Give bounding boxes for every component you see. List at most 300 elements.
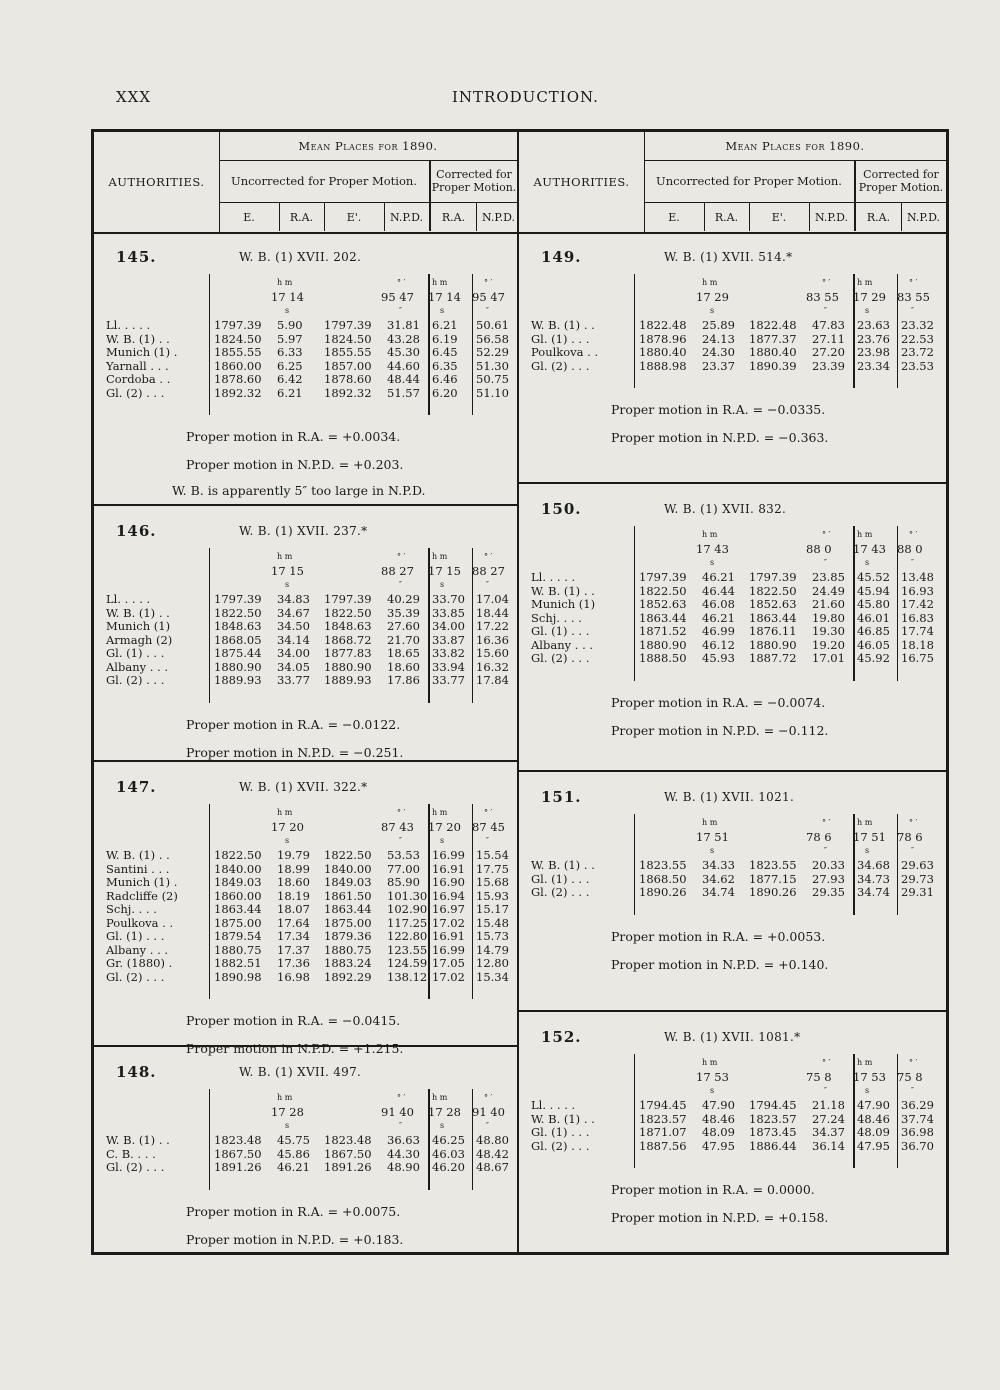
corrected-ra-seconds: 17.02 — [432, 969, 465, 984]
column-rule — [209, 548, 210, 703]
ra-seconds: 34.50 — [277, 619, 310, 633]
ra-seconds: 18.99 — [277, 861, 310, 876]
column-rule — [634, 1054, 635, 1168]
unit-s-corrected: s — [440, 1121, 445, 1130]
epoch-npd: 1849.03 — [324, 875, 372, 889]
proper-motion-ra: Proper motion in R.A. = −0.0335. — [611, 402, 826, 417]
unit-deg: ° ′ — [397, 1093, 406, 1102]
star-number: 148. — [116, 1063, 157, 1081]
corrected-npd-seconds: 16.32 — [476, 659, 509, 674]
unit-sec-corrected: ″ — [911, 1086, 914, 1095]
ra-base: 17 43 — [696, 542, 729, 556]
epoch-ra: 1863.44 — [214, 902, 262, 916]
epoch-npd: 1892.29 — [324, 969, 372, 984]
proper-motion-ra: Proper motion in R.A. = +0.0034. — [186, 429, 401, 444]
unit-deg: ° ′ — [822, 1058, 831, 1067]
corrected-ra-seconds: 46.25 — [432, 1133, 465, 1147]
column-header — [94, 132, 517, 234]
corrected-ra-base: 17 29 — [853, 290, 886, 304]
epoch-ra: 1890.98 — [214, 969, 262, 984]
npd-seconds: 17.01 — [812, 651, 845, 665]
authority-name: Albany . . . — [106, 942, 169, 957]
star-entry — [519, 484, 946, 772]
corrected-npd-seconds: 52.29 — [476, 345, 509, 359]
corrected-npd-seconds: 23.72 — [901, 345, 934, 359]
npd-seconds: 27.93 — [812, 871, 845, 886]
subheading-1: R.A. — [279, 203, 325, 231]
ra-seconds: 48.46 — [702, 1111, 735, 1126]
epoch-ra: 1878.60 — [214, 372, 262, 386]
authority-name: Santini . . . — [106, 861, 170, 876]
star-designation: W. B. (1) XVII. 322.* — [239, 780, 368, 794]
epoch-npd: 1823.55 — [749, 858, 797, 872]
epoch-ra: 1880.40 — [639, 345, 687, 359]
authority-name: Gl. (2) . . . — [106, 385, 165, 400]
corrected-ra-seconds: 46.01 — [857, 610, 890, 625]
epoch-npd: 1840.00 — [324, 861, 372, 876]
proper-motion-npd: Proper motion in N.P.D. = +0.183. — [186, 1231, 404, 1247]
ra-seconds: 34.05 — [277, 659, 310, 674]
observations-grid — [529, 1054, 939, 1178]
unit-deg: ° ′ — [397, 808, 406, 817]
corrected-ra-seconds: 46.03 — [432, 1146, 465, 1161]
corrected-npd-base: 75 8 — [897, 1070, 923, 1084]
epoch-ra: 1891.26 — [214, 1160, 262, 1174]
ra-seconds: 34.62 — [702, 871, 735, 886]
ra-seconds: 18.60 — [277, 875, 310, 889]
epoch-ra: 1822.50 — [639, 583, 687, 598]
corrected-ra-seconds: 6.35 — [432, 358, 458, 373]
authority-name: W. B. (1) . . — [106, 848, 170, 862]
unit-sec: ″ — [824, 846, 827, 855]
corrected-ra-seconds: 45.94 — [857, 583, 890, 598]
corrected-ra-seconds: 16.91 — [432, 861, 465, 876]
unit-deg-corrected: ° ′ — [909, 818, 918, 827]
ra-seconds: 46.21 — [277, 1160, 310, 1174]
authority-name: Gl. (2) . . . — [531, 651, 590, 665]
authority-name: W. B. (1) . . — [531, 858, 595, 872]
epoch-npd: 1877.37 — [749, 331, 797, 346]
npd-seconds: 53.53 — [387, 848, 420, 862]
unit-hm-corrected: h m — [857, 278, 873, 287]
unit-s: s — [710, 846, 715, 855]
epoch-ra: 1848.63 — [214, 619, 262, 633]
corrected-ra-seconds: 6.20 — [432, 385, 458, 400]
corrected-ra-base: 17 20 — [428, 820, 461, 834]
unit-sec-corrected: ″ — [486, 1121, 489, 1130]
column-rule — [634, 526, 635, 681]
unit-sec-corrected: ″ — [911, 846, 914, 855]
epoch-ra: 1879.54 — [214, 929, 262, 943]
authority-name: Poulkova . . — [106, 915, 174, 930]
unit-hm-corrected: h m — [432, 1093, 448, 1102]
epoch-ra: 1880.90 — [639, 637, 687, 652]
authority-name: Gl. (2) . . . — [106, 1160, 165, 1174]
epoch-npd: 1890.26 — [749, 885, 797, 899]
corrected-ra-seconds: 33.94 — [432, 659, 465, 674]
corrected-npd-seconds: 15.34 — [476, 969, 509, 984]
corrected-ra-seconds: 46.85 — [857, 624, 890, 638]
right-column — [519, 132, 946, 1252]
star-designation: W. B. (1) XVII. 497. — [239, 1065, 362, 1079]
epoch-ra: 1855.55 — [214, 345, 262, 359]
npd-seconds: 43.28 — [387, 331, 420, 346]
epoch-npd: 1876.11 — [749, 624, 797, 638]
corrected-npd-seconds: 15.93 — [476, 888, 509, 903]
proper-motion-ra: Proper motion in R.A. = −0.0122. — [186, 716, 401, 732]
unit-s: s — [285, 1121, 290, 1130]
epoch-npd: 1878.60 — [324, 372, 372, 386]
corrected-ra-seconds: 34.73 — [857, 871, 890, 886]
ra-base: 17 14 — [271, 290, 304, 304]
unit-sec: ″ — [399, 836, 402, 845]
npd-seconds: 36.14 — [812, 1138, 845, 1153]
unit-deg: ° ′ — [397, 552, 406, 561]
corrected-ra-base: 17 53 — [853, 1070, 886, 1084]
authority-name: Gl. (1) . . . — [531, 331, 590, 346]
corrected-ra-seconds: 45.80 — [857, 597, 890, 611]
ra-seconds: 24.13 — [702, 331, 735, 346]
authority-name: Ll. . . . . — [106, 592, 151, 606]
corrected-npd-seconds: 29.31 — [901, 885, 934, 899]
corrected-npd-seconds: 17.74 — [901, 624, 934, 638]
unit-hm: h m — [702, 818, 718, 827]
corrected-ra-seconds: 23.98 — [857, 345, 890, 359]
ra-seconds: 25.89 — [702, 318, 735, 332]
epoch-ra: 1880.90 — [214, 659, 262, 674]
ra-seconds: 16.98 — [277, 969, 310, 984]
corrected-ra-base: 17 14 — [428, 290, 461, 304]
entry-note: W. B. is apparently 5″ too large in N.P.D. — [172, 483, 426, 498]
npd-seconds: 117.25 — [387, 915, 428, 930]
corrected-npd-seconds: 17.42 — [901, 597, 934, 611]
npd-seconds: 19.20 — [812, 637, 845, 652]
corrected-npd-base: 88 27 — [472, 564, 505, 578]
ra-seconds: 34.33 — [702, 858, 735, 872]
subheading-5: N.P.D. — [481, 210, 515, 224]
unit-s-corrected: s — [440, 580, 445, 589]
ra-seconds: 18.19 — [277, 888, 310, 903]
epoch-ra: 1860.00 — [214, 358, 262, 373]
catalogue-table — [91, 129, 949, 1255]
unit-s: s — [285, 836, 290, 845]
corrected-npd-seconds: 36.70 — [901, 1138, 934, 1153]
ra-seconds: 19.79 — [277, 848, 310, 862]
column-rule — [634, 814, 635, 915]
corrected-npd-seconds: 36.98 — [901, 1125, 934, 1139]
epoch-npd: 1892.32 — [324, 385, 372, 400]
npd-seconds: 29.35 — [812, 885, 845, 899]
epoch-npd: 1863.44 — [324, 902, 372, 916]
corrected-npd-seconds: 15.48 — [476, 915, 509, 930]
corrected-npd-seconds: 15.54 — [476, 848, 509, 862]
proper-motion-npd: Proper motion in N.P.D. = +0.158. — [611, 1210, 829, 1225]
npd-seconds: 20.33 — [812, 858, 845, 872]
npd-seconds: 48.90 — [387, 1160, 420, 1174]
npd-seconds: 85.90 — [387, 875, 420, 889]
npd-seconds: 51.57 — [387, 385, 420, 400]
ra-seconds: 45.93 — [702, 651, 735, 665]
npd-seconds: 18.60 — [387, 659, 420, 674]
corrected-heading: Corrected for Proper Motion. — [856, 160, 946, 203]
unit-s-corrected: s — [865, 558, 870, 567]
uncorrected-heading: Uncorrected for Proper Motion. — [644, 160, 856, 203]
unit-sec: ″ — [399, 306, 402, 315]
epoch-npd: 1877.83 — [324, 646, 372, 660]
proper-motion-ra: Proper motion in R.A. = +0.0053. — [611, 928, 826, 944]
page-title: INTRODUCTION. — [452, 88, 599, 106]
epoch-ra: 1822.50 — [214, 605, 262, 620]
epoch-npd: 1848.63 — [324, 619, 372, 633]
unit-deg-corrected: ° ′ — [909, 1058, 918, 1067]
ra-base: 17 15 — [271, 564, 304, 578]
authority-name: Gl. (2) . . . — [531, 885, 590, 899]
star-entry — [519, 1012, 946, 1252]
authority-name: Munich (1) — [106, 619, 171, 633]
corrected-npd-seconds: 48.42 — [476, 1146, 509, 1161]
corrected-ra-seconds: 16.99 — [432, 942, 465, 957]
unit-deg: ° ′ — [397, 278, 406, 287]
ra-seconds: 48.09 — [702, 1125, 735, 1139]
unit-deg-corrected: ° ′ — [484, 278, 493, 287]
corrected-npd-seconds: 18.18 — [901, 637, 934, 652]
epoch-npd: 1867.50 — [324, 1146, 372, 1161]
corrected-ra-seconds: 6.21 — [432, 318, 458, 332]
epoch-npd: 1863.44 — [749, 610, 797, 625]
npd-seconds: 34.37 — [812, 1125, 845, 1139]
star-designation: W. B. (1) XVII. 202. — [239, 250, 362, 264]
authority-name: Ll. . . . . — [531, 1098, 576, 1112]
ra-seconds: 46.99 — [702, 624, 735, 638]
star-entry — [94, 1047, 517, 1252]
authority-name: Gl. (1) . . . — [531, 871, 590, 886]
corrected-npd-seconds: 56.58 — [476, 331, 509, 346]
corrected-ra-seconds: 45.92 — [857, 651, 890, 665]
star-number: 151. — [541, 788, 582, 806]
corrected-npd-seconds: 36.29 — [901, 1098, 934, 1112]
npd-seconds: 44.30 — [387, 1146, 420, 1161]
observations-grid — [529, 526, 939, 691]
ra-seconds: 46.44 — [702, 583, 735, 598]
unit-hm-corrected: h m — [432, 278, 448, 287]
epoch-ra: 1822.48 — [639, 318, 687, 332]
ra-seconds: 46.12 — [702, 637, 735, 652]
ra-seconds: 6.25 — [277, 358, 303, 373]
unit-hm-corrected: h m — [432, 808, 448, 817]
epoch-npd: 1857.00 — [324, 358, 372, 373]
corrected-ra-base: 17 28 — [428, 1105, 461, 1119]
corrected-npd-seconds: 15.73 — [476, 929, 509, 943]
corrected-ra-base: 17 51 — [853, 830, 886, 844]
ra-seconds: 17.34 — [277, 929, 310, 943]
epoch-npd: 1823.57 — [749, 1111, 797, 1126]
unit-hm: h m — [277, 278, 293, 287]
star-entry — [519, 772, 946, 1012]
ra-base: 17 51 — [696, 830, 729, 844]
epoch-ra: 1871.07 — [639, 1125, 687, 1139]
ra-seconds: 33.77 — [277, 673, 310, 687]
authority-name: Schj. . . . — [531, 610, 582, 625]
corrected-ra-seconds: 23.76 — [857, 331, 890, 346]
unit-sec-corrected: ″ — [486, 306, 489, 315]
corrected-npd-seconds: 13.48 — [901, 570, 934, 584]
epoch-npd: 1855.55 — [324, 345, 372, 359]
unit-deg-corrected: ° ′ — [909, 530, 918, 539]
star-number: 147. — [116, 778, 157, 796]
epoch-ra: 1871.52 — [639, 624, 687, 638]
authority-name: Gl. (2) . . . — [531, 358, 590, 373]
epoch-npd: 1879.36 — [324, 929, 372, 943]
corrected-ra-seconds: 16.99 — [432, 848, 465, 862]
npd-seconds: 44.60 — [387, 358, 420, 373]
unit-sec: ″ — [824, 1086, 827, 1095]
npd-seconds: 102.90 — [387, 902, 428, 916]
corrected-npd-seconds: 17.84 — [476, 673, 509, 687]
epoch-ra: 1875.44 — [214, 646, 262, 660]
ra-seconds: 23.37 — [702, 358, 735, 373]
ra-seconds: 5.90 — [277, 318, 303, 332]
epoch-ra: 1887.56 — [639, 1138, 687, 1153]
corrected-ra-seconds: 16.90 — [432, 875, 465, 889]
corrected-npd-seconds: 18.44 — [476, 605, 509, 620]
ra-seconds: 17.36 — [277, 956, 310, 970]
proper-motion-npd: Proper motion in N.P.D. = −0.251. — [186, 744, 404, 760]
epoch-npd: 1883.24 — [324, 956, 372, 970]
subheading-3: N.P.D. — [809, 203, 856, 231]
ra-seconds: 17.64 — [277, 915, 310, 930]
authority-name: W. B. (1) . . — [106, 331, 170, 346]
epoch-ra: 1794.45 — [639, 1098, 687, 1112]
star-designation: W. B. (1) XVII. 832. — [664, 502, 787, 516]
corrected-heading: Corrected for Proper Motion. — [431, 160, 517, 203]
unit-deg-corrected: ° ′ — [484, 808, 493, 817]
corrected-npd-seconds: 17.75 — [476, 861, 509, 876]
corrected-npd-base: 83 55 — [897, 290, 930, 304]
corrected-ra-base: 17 43 — [853, 542, 886, 556]
epoch-npd: 1822.50 — [749, 583, 797, 598]
authority-name: Gl. (2) . . . — [106, 969, 165, 984]
epoch-ra: 1860.00 — [214, 888, 262, 903]
corrected-npd-seconds: 48.67 — [476, 1160, 509, 1174]
unit-hm: h m — [277, 1093, 293, 1102]
observations-grid — [104, 274, 514, 425]
authority-name: Armagh (2) — [106, 632, 173, 647]
authority-name: Gl. (2) . . . — [531, 1138, 590, 1153]
epoch-ra: 1882.51 — [214, 956, 262, 970]
unit-s-corrected: s — [865, 846, 870, 855]
ra-base: 17 20 — [271, 820, 304, 834]
observations-grid — [529, 274, 939, 398]
unit-sec-corrected: ″ — [911, 558, 914, 567]
star-designation: W. B. (1) XVII. 514.* — [664, 250, 793, 264]
column-rule — [209, 274, 210, 415]
epoch-npd: 1822.48 — [749, 318, 797, 332]
corrected-npd-seconds: 29.63 — [901, 858, 934, 872]
epoch-npd: 1868.72 — [324, 632, 372, 647]
npd-seconds: 18.65 — [387, 646, 420, 660]
authority-name: Gr. (1880) . — [106, 956, 173, 970]
authority-name: C. B. . . . — [106, 1146, 156, 1161]
unit-s: s — [710, 558, 715, 567]
authority-name: Albany . . . — [531, 637, 594, 652]
npd-base: 75 8 — [806, 1070, 832, 1084]
proper-motion-npd: Proper motion in N.P.D. = +1.215. — [186, 1041, 404, 1056]
star-designation: W. B. (1) XVII. 237.* — [239, 524, 368, 538]
epoch-ra: 1823.55 — [639, 858, 687, 872]
star-number: 149. — [541, 248, 582, 266]
epoch-ra: 1888.98 — [639, 358, 687, 373]
authorities-heading: AUTHORITIES. — [519, 132, 645, 232]
authority-name: Munich (1) — [531, 597, 596, 611]
epoch-npd: 1797.39 — [749, 570, 797, 584]
epoch-npd: 1887.72 — [749, 651, 797, 665]
column-rule — [209, 804, 210, 999]
corrected-ra-seconds: 6.19 — [432, 331, 458, 346]
subheading-2: E'. — [324, 203, 385, 231]
epoch-npd: 1889.93 — [324, 673, 372, 687]
ra-seconds: 17.37 — [277, 942, 310, 957]
column-rule — [209, 1089, 210, 1190]
ra-seconds: 45.86 — [277, 1146, 310, 1161]
unit-s: s — [710, 1086, 715, 1095]
unit-hm: h m — [702, 530, 718, 539]
corrected-npd-seconds: 51.30 — [476, 358, 509, 373]
epoch-ra: 1892.32 — [214, 385, 262, 400]
column-rule — [634, 274, 635, 388]
proper-motion-npd: Proper motion in N.P.D. = −0.112. — [611, 722, 829, 738]
corrected-ra-seconds: 33.82 — [432, 646, 465, 660]
observations-grid — [529, 814, 939, 925]
epoch-npd: 1823.48 — [324, 1133, 372, 1147]
corrected-ra-seconds: 16.97 — [432, 902, 465, 916]
corrected-ra-seconds: 6.45 — [432, 345, 458, 359]
npd-seconds: 17.86 — [387, 673, 420, 687]
npd-seconds: 35.39 — [387, 605, 420, 620]
npd-base: 91 40 — [381, 1105, 414, 1119]
unit-sec-corrected: ″ — [911, 306, 914, 315]
epoch-ra: 1863.44 — [639, 610, 687, 625]
ra-seconds: 46.08 — [702, 597, 735, 611]
epoch-npd: 1891.26 — [324, 1160, 372, 1174]
corrected-npd-seconds: 15.17 — [476, 902, 509, 916]
unit-sec: ″ — [399, 580, 402, 589]
authority-name: Gl. (1) . . . — [531, 624, 590, 638]
npd-seconds: 36.63 — [387, 1133, 420, 1147]
corrected-ra-seconds: 47.95 — [857, 1138, 890, 1153]
epoch-npd: 1877.15 — [749, 871, 797, 886]
corrected-npd-seconds: 14.79 — [476, 942, 509, 957]
subheading-2: E'. — [749, 203, 810, 231]
running-head — [0, 88, 1000, 112]
authority-name: Radcliffe (2) — [106, 888, 178, 903]
unit-sec-corrected: ″ — [486, 580, 489, 589]
authority-name: Schj. . . . — [106, 902, 157, 916]
npd-seconds: 27.11 — [812, 331, 845, 346]
npd-seconds: 138.12 — [387, 969, 428, 984]
corrected-npd-seconds: 15.60 — [476, 646, 509, 660]
authority-name: Yarnall . . . — [106, 358, 169, 373]
mean-places-heading: Mean Places for 1890. — [644, 132, 946, 161]
ra-base: 17 28 — [271, 1105, 304, 1119]
corrected-ra-seconds: 33.77 — [432, 673, 465, 687]
page-number: XXX — [116, 88, 152, 106]
npd-seconds: 21.70 — [387, 632, 420, 647]
epoch-ra: 1797.39 — [214, 318, 262, 332]
epoch-npd: 1875.00 — [324, 915, 372, 930]
unit-hm: h m — [277, 808, 293, 817]
npd-seconds: 21.60 — [812, 597, 845, 611]
epoch-npd: 1797.39 — [324, 318, 372, 332]
